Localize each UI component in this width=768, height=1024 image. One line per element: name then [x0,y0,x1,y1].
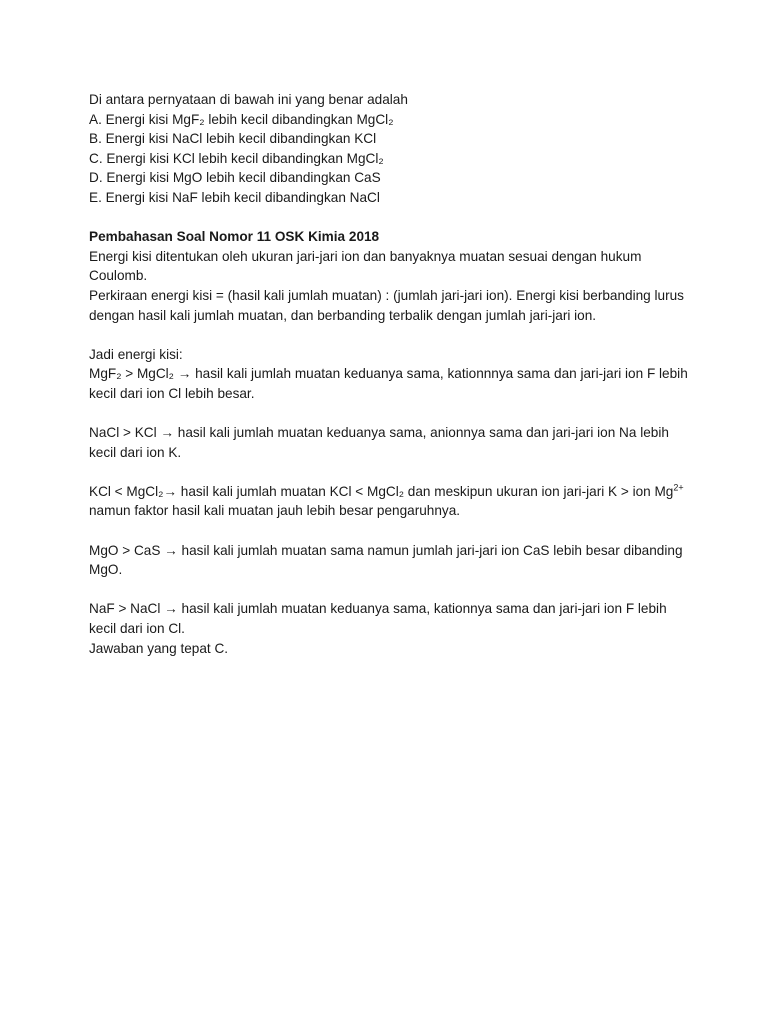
question-prompt: Di antara pernyataan di bawah ini yang benar adalah [89,92,408,107]
paragraph-kcl-text: KCl < MgCl₂→ hasil kali jumlah muatan KCl < MgCl₂ dan meskipun ukuran ion jari-jari K > ion Mg [89,483,674,499]
mg-charge: 2+ [673,482,684,493]
spacer [89,404,689,424]
spacer [89,325,689,345]
spacer [89,462,689,482]
discussion-intro: Energi kisi ditentukan oleh ukuran jari-jari ion dan banyaknya muatan sesuai dengan hukum Coulomb. [89,248,642,284]
option-b: B. Energi kisi NaCl lebih kecil dibandingkan KCl [89,131,377,147]
paragraph-kcl [89,482,689,521]
option-e: E. Energi kisi NaF lebih kecil dibandingkan NaCl [89,189,380,205]
paragraph-nacl: NaCl > KCl → hasil kali jumlah muatan keduanya sama, anionnya sama dan jari-jari ion Na lebih kecil dari ion K. [89,425,669,460]
option-d: D. Energi kisi MgO lebih kecil dibandingkan CaS [89,170,381,186]
paragraph-mgo: MgO > CaS → hasil kali jumlah muatan sama namun jumlah jari-jari ion CaS lebih besar dibanding MgO. [89,542,683,578]
discussion-heading: Pembahasan Soal Nomor 11 OSK Kimia 2018 [89,229,380,245]
option-a: A. Energi kisi MgF₂ lebih kecil dibandingkan MgCl₂ [89,111,394,127]
spacer [89,521,689,541]
spacer [89,208,689,228]
paragraph-naf: NaF > NaCl → hasil kali jumlah muatan keduanya sama, kationnya sama dan jari-jari ion F lebih kecil dari ion Cl. [89,601,667,637]
paragraph-mgf2: MgF₂ > MgCl₂ → hasil kali jumlah muatan keduanya sama, kationnnya sama dan jari-jari ion F lebih kecil dari ion Cl lebih besar. [89,366,688,401]
spacer [89,580,689,600]
document-body [89,90,689,658]
paragraph-kcl-tail: namun faktor hasil kali muatan jauh lebih besar pengaruhnya. [89,503,461,519]
answer: Jawaban yang tepat C. [89,640,229,656]
option-c: C. Energi kisi KCl lebih kecil dibandingkan MgCl₂ [89,150,384,166]
discussion-estimate: Perkiraan energi kisi = (hasil kali jumlah muatan) : (jumlah jari-jari ion). Energi kisi berbanding lurus dengan hasil kali jumlah muatan, dan berbanding terbalik dengan jumlah jari-jari ion. [89,287,684,323]
so-label: Jadi energi kisi: [89,346,183,362]
